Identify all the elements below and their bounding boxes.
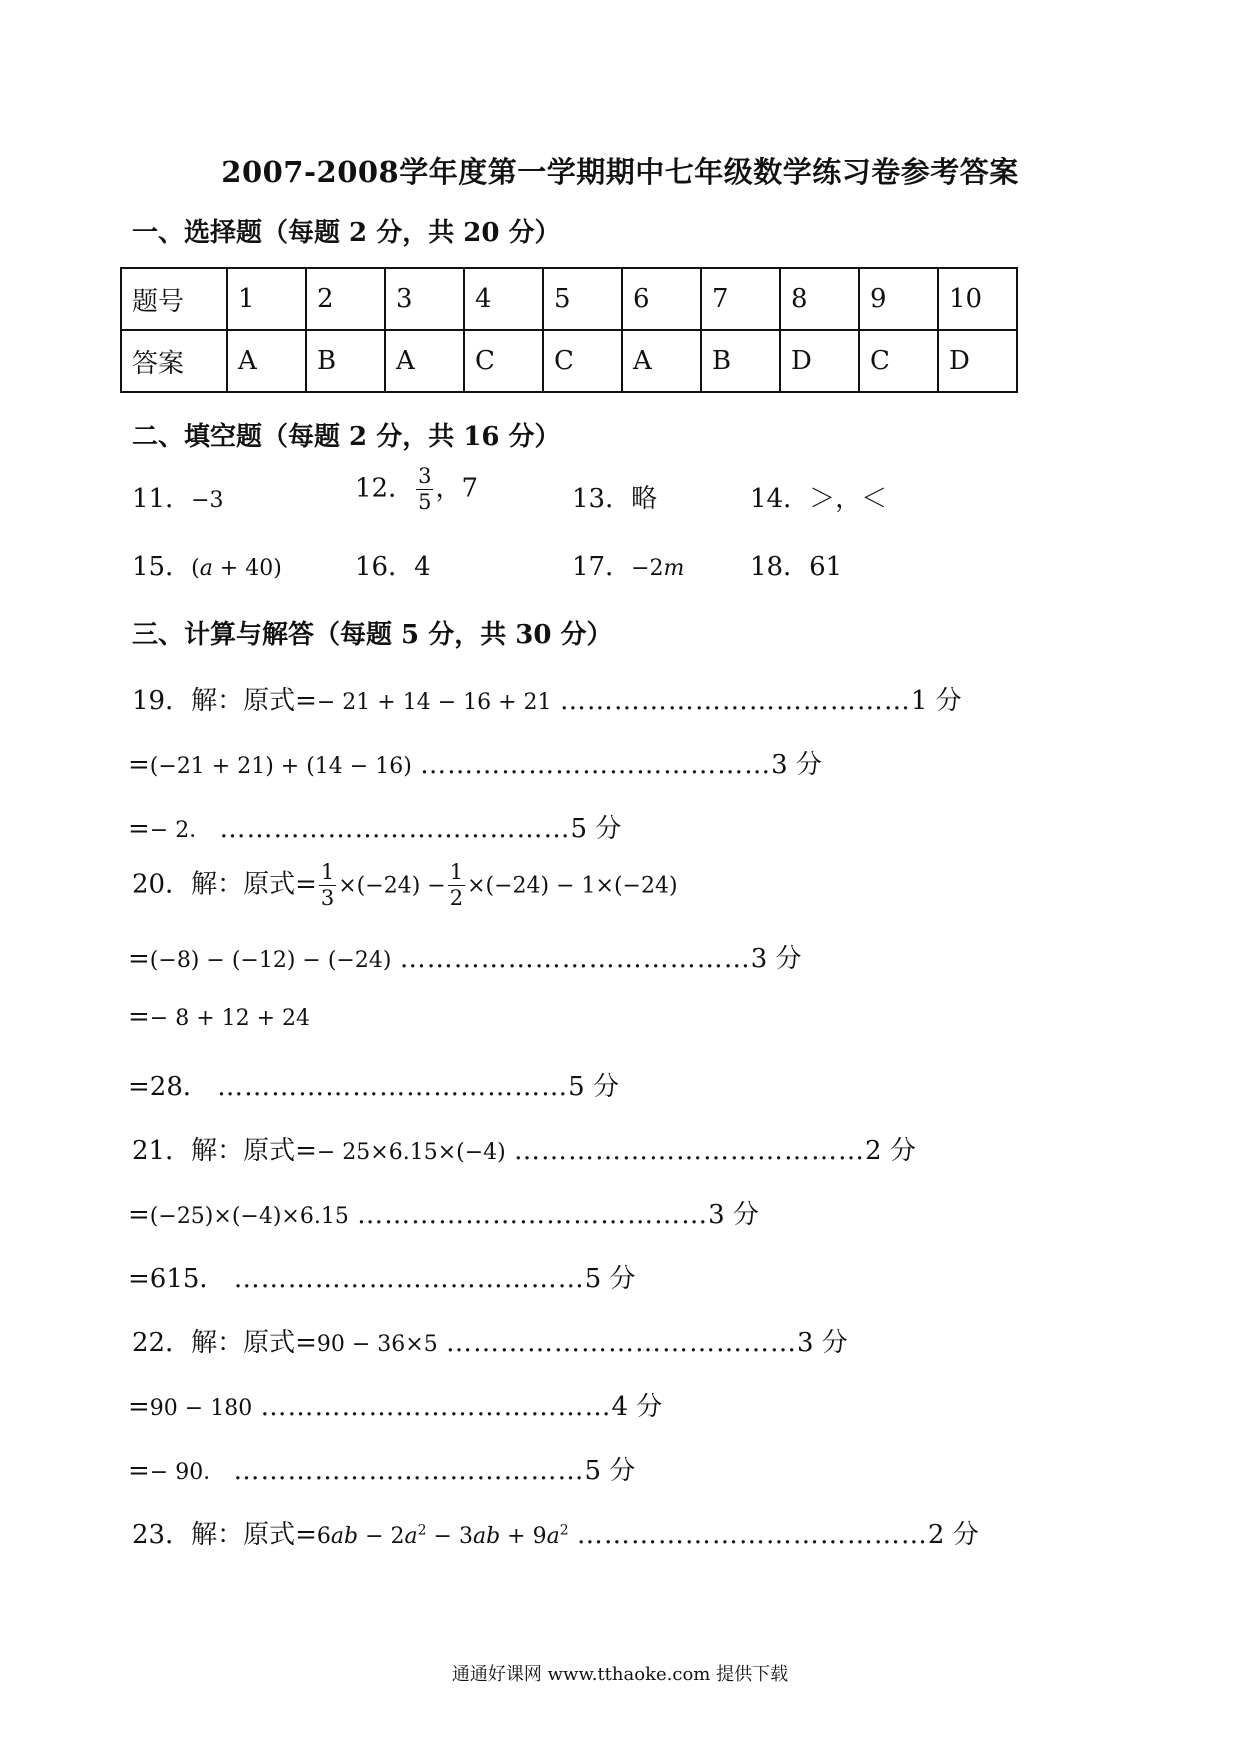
answer-q15 — [132, 546, 282, 583]
step-lead: =615． — [128, 1264, 226, 1294]
variable: a — [404, 1524, 418, 1549]
dot-leader: ………………………………… — [559, 686, 911, 716]
dot-leader: ………………………………… — [233, 1456, 585, 1486]
step-lead: 20．解：原式= — [132, 869, 317, 900]
paren: ( — [191, 556, 200, 581]
step-expression: − 2． — [149, 818, 212, 843]
step-expression: − 8 + 12 + 24 — [149, 1006, 311, 1031]
table-cell-number: 4 — [464, 268, 543, 330]
question-number: 11． — [132, 484, 192, 514]
step-score: 3 分 — [750, 944, 802, 974]
term: + 9 — [500, 1524, 547, 1549]
step-lead: =28． — [128, 1072, 209, 1102]
step-lead: = — [128, 1200, 150, 1230]
answer-value — [191, 556, 282, 581]
step-lead: 22．解：原式= — [132, 1328, 317, 1358]
step-lead: = — [128, 1392, 150, 1422]
section-heading-fill: 二、填空题（每题 2 分，共 16 分） — [132, 422, 561, 452]
step-lead: = — [128, 944, 150, 974]
answer-value: ，7 — [435, 473, 479, 504]
step-score: 5 分 — [568, 1072, 619, 1102]
table-row-answers — [121, 330, 1017, 392]
dot-leader: ………………………………… — [260, 1392, 612, 1422]
fraction-denominator: 2 — [449, 886, 464, 910]
answer-q12 — [355, 466, 478, 513]
q20-line-4 — [128, 1066, 619, 1103]
step-expression: − 90． — [149, 1460, 226, 1485]
answer-q18 — [750, 546, 842, 583]
step-score: 5 分 — [584, 1456, 636, 1486]
answer-value: −3 — [191, 488, 224, 513]
fraction — [448, 862, 465, 909]
q19-line-2 — [128, 744, 822, 781]
step-score: 1 分 — [910, 686, 962, 716]
fraction — [416, 466, 433, 513]
dot-leader: ………………………………… — [576, 1520, 928, 1550]
table-cell-answer: D — [938, 330, 1017, 392]
table-cell-number: 7 — [701, 268, 780, 330]
table-cell-answer: A — [227, 330, 306, 392]
q22-line-2 — [128, 1386, 662, 1423]
step-score: 3 分 — [796, 1328, 848, 1358]
step-score: 3 分 — [708, 1200, 759, 1230]
term: − 2 — [358, 1524, 405, 1549]
step-lead: 21．解：原式= — [132, 1136, 317, 1166]
q23-line-1 — [132, 1514, 979, 1551]
step-score: 5 分 — [570, 814, 622, 844]
answer-q14 — [750, 478, 887, 515]
footer-source: 通通好课网 www.tthaoke.com 提供下载 — [451, 1664, 789, 1685]
q21-line-3 — [128, 1258, 636, 1295]
answer-table — [120, 267, 1018, 393]
fraction-numerator: 1 — [449, 860, 464, 884]
question-number: 17． — [572, 552, 632, 582]
section-heading-choice: 一、选择题（每题 2 分，共 20 分） — [132, 218, 561, 248]
question-number: 16． — [355, 552, 415, 582]
question-number: 15． — [132, 552, 192, 582]
table-cell-number: 2 — [306, 268, 385, 330]
q22-line-1 — [132, 1322, 848, 1359]
step-expression — [317, 1524, 569, 1549]
exponent: 2 — [559, 1522, 569, 1539]
step-lead: = — [128, 814, 150, 844]
dot-leader: ………………………………… — [420, 750, 772, 780]
table-cell-answer: C — [859, 330, 938, 392]
variable: m — [663, 556, 685, 581]
table-cell-answer: C — [543, 330, 622, 392]
table-cell-answer: B — [701, 330, 780, 392]
table-answer-label: 答案 — [121, 330, 227, 392]
q20-line-1 — [132, 862, 678, 909]
q20-line-2 — [128, 938, 802, 975]
question-number: 14． — [750, 484, 810, 514]
step-expression: 90 − 36×5 — [316, 1332, 438, 1357]
table-cell-number: 9 — [859, 268, 938, 330]
fraction-numerator: 1 — [320, 860, 335, 884]
table-cell-number: 10 — [938, 268, 1017, 330]
step-score: 3 分 — [771, 750, 822, 780]
q22-line-3 — [128, 1450, 635, 1487]
step-score: 5 分 — [584, 1264, 636, 1294]
step-score: 4 分 — [611, 1392, 663, 1422]
table-cell-number: 5 — [543, 268, 622, 330]
fraction — [319, 862, 336, 909]
answer-value: 4 — [414, 552, 431, 582]
dot-leader: ………………………………… — [399, 944, 751, 974]
question-number: 18． — [750, 552, 810, 582]
variable: a — [546, 1524, 560, 1549]
table-cell-answer: B — [306, 330, 385, 392]
answer-q17 — [572, 546, 684, 583]
q19-line-3 — [128, 808, 621, 845]
fraction-denominator: 5 — [418, 490, 432, 514]
step-expression: − 25×6.15×(−4) — [316, 1140, 506, 1165]
step-expression: 90 − 180 — [149, 1396, 253, 1421]
step-lead: 23．解：原式= — [132, 1520, 317, 1550]
coefficient: −2 — [631, 556, 664, 581]
table-cell-number: 1 — [227, 268, 306, 330]
variable: ab — [330, 1524, 359, 1549]
table-cell-number: 8 — [780, 268, 859, 330]
term: − 3 — [426, 1524, 473, 1549]
table-cell-answer: A — [622, 330, 701, 392]
variable: a — [199, 556, 213, 581]
dot-leader: ………………………………… — [514, 1136, 866, 1166]
answer-value: 略 — [631, 484, 658, 514]
table-cell-number: 3 — [385, 268, 464, 330]
question-number: 12． — [355, 473, 415, 504]
step-expression: ×(−24) − 1×(−24) — [467, 873, 678, 899]
table-cell-answer: A — [385, 330, 464, 392]
dot-leader: ………………………………… — [217, 1072, 569, 1102]
q21-line-2 — [128, 1194, 759, 1231]
q21-line-1 — [132, 1130, 916, 1167]
table-cell-answer: D — [780, 330, 859, 392]
step-score: 2 分 — [865, 1136, 916, 1166]
page-title: 2007-2008学年度第一学期期中七年级数学练习卷参考答案 — [221, 155, 1019, 189]
dot-leader: ………………………………… — [445, 1328, 797, 1358]
table-cell-number: 6 — [622, 268, 701, 330]
step-lead: = — [128, 750, 150, 780]
step-score: 2 分 — [927, 1520, 979, 1550]
term: 6 — [316, 1524, 331, 1549]
step-expression: ×(−24) − — [338, 873, 446, 899]
section-heading-calc: 三、计算与解答（每题 5 分，共 30 分） — [132, 620, 613, 650]
answer-value: ＞，＜ — [809, 484, 888, 514]
table-row-numbers — [121, 268, 1017, 330]
dot-leader: ………………………………… — [219, 814, 571, 844]
q19-line-1 — [132, 680, 962, 717]
step-lead: 19．解：原式= — [132, 686, 317, 716]
answer-q11 — [132, 478, 224, 515]
variable: ab — [472, 1524, 501, 1549]
dot-leader: ………………………………… — [357, 1200, 709, 1230]
answer-q13 — [572, 478, 657, 515]
step-lead: = — [128, 1002, 150, 1032]
q20-line-3 — [128, 1002, 310, 1032]
answer-value — [631, 556, 684, 581]
dot-leader: ………………………………… — [233, 1264, 585, 1294]
step-lead: = — [128, 1456, 150, 1486]
step-expression: (−25)×(−4)×6.15 — [149, 1204, 349, 1229]
table-cell-answer: C — [464, 330, 543, 392]
answer-q16 — [355, 546, 431, 583]
answer-rest: + 40) — [212, 556, 282, 581]
fraction-denominator: 3 — [320, 886, 335, 910]
step-expression: − 21 + 14 − 16 + 21 — [316, 690, 552, 715]
table-header-label: 题号 — [121, 268, 227, 330]
question-number: 13． — [572, 484, 632, 514]
fraction-numerator: 3 — [418, 464, 432, 488]
exponent: 2 — [417, 1522, 427, 1539]
step-expression: (−21 + 21) + (14 − 16) — [149, 754, 412, 779]
step-expression: (−8) − (−12) − (−24) — [149, 948, 392, 973]
answer-value: 61 — [809, 552, 843, 582]
